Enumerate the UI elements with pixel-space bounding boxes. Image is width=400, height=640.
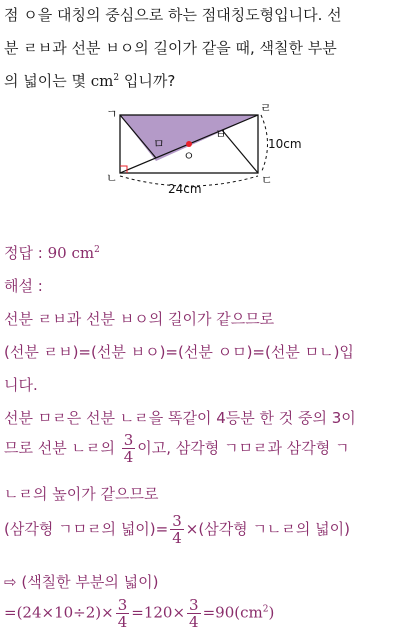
explanation-text: ×(삼각형 ㄱㄴㄹ의 넓이)	[185, 520, 351, 538]
question-line-3	[4, 70, 175, 91]
explanation-line-2: (선분 ㄹㅂ)=(선분 ㅂㅇ)=(선분 ㅇㅁ)=(선분 ㅁㄴ)입	[4, 343, 354, 361]
fraction-numerator: 3	[189, 596, 199, 614]
explanation-label: 해설 :	[4, 277, 43, 295]
answer-unit-exponent: 2	[94, 245, 100, 255]
answer-label: 정답 :	[4, 244, 48, 262]
equation-text: )	[268, 603, 275, 622]
question-line-2: 분 ㄹㅂ과 선분 ㅂㅇ의 길이가 같을 때, 색칠한 부분	[4, 39, 337, 57]
rectangle-figure	[96, 100, 316, 200]
fraction	[170, 513, 184, 546]
fraction-denominator: 4	[189, 613, 199, 631]
corner-label-d: ㄷ	[261, 173, 273, 187]
explanation-line-8: ⇨ (색칠한 부분의 넓이)	[4, 573, 159, 591]
answer-line	[4, 242, 100, 263]
point-label-m: ㅁ	[153, 137, 165, 151]
fraction-numerator: 3	[117, 596, 128, 614]
question-line-1: 점 ㅇ을 대칭의 중심으로 하는 점대칭도형입니다. 선	[4, 6, 342, 24]
fraction-numerator: 3	[123, 431, 134, 449]
explanation-line-3: 니다.	[4, 376, 38, 394]
explanation-line-4: 선분 ㅁㄹ은 선분 ㄴㄹ을 똑같이 4등분 한 것 중의 3이	[4, 409, 356, 427]
height-dimension-arc	[261, 115, 268, 173]
fraction	[122, 432, 136, 465]
explanation-line-6: ㄴㄹ의 높이가 같으므로	[4, 485, 159, 503]
fraction	[187, 597, 201, 630]
fraction	[116, 597, 130, 630]
corner-label-g: ㄱ	[106, 107, 118, 121]
explanation-text: (삼각형 ㄱㅁㄹ의 넓이)=	[4, 520, 169, 538]
fraction-denominator: 4	[117, 613, 128, 631]
fraction-denominator: 4	[123, 448, 134, 466]
explanation-text: 이고, 삼각형 ㄱㅁㄹ과 삼각형 ㄱ	[137, 439, 350, 457]
width-label: 24cm	[168, 182, 202, 196]
question-text-end: 입니까?	[119, 72, 176, 90]
unit-exponent: 2	[262, 604, 269, 615]
segment-b-d	[222, 130, 258, 173]
answer-unit: cm	[71, 244, 95, 262]
unit-exponent: 2	[113, 73, 120, 83]
point-label-b: ㅂ	[215, 127, 227, 141]
question-text: 의 넓이는 몇	[4, 72, 91, 90]
corner-label-r: ㄹ	[260, 101, 272, 115]
corner-label-n: ㄴ	[106, 171, 118, 185]
fraction-numerator: 3	[172, 512, 182, 530]
center-point	[186, 141, 192, 147]
explanation-line-9	[4, 597, 274, 630]
unit: cm	[90, 72, 114, 90]
explanation-text: 므로 선분 ㄴㄹ의	[4, 439, 120, 457]
explanation-line-7	[4, 513, 350, 546]
equation-text: =90(cm	[202, 603, 263, 622]
point-label-o: ㅇ	[183, 149, 195, 163]
equation-text: =120×	[131, 603, 186, 622]
fraction-denominator: 4	[172, 529, 182, 547]
height-label: 10cm	[268, 137, 302, 151]
equation-text: =(24×10÷2)×	[4, 603, 114, 622]
explanation-line-5	[4, 432, 350, 465]
answer-value: 90	[47, 244, 67, 262]
explanation-line-1: 선분 ㄹㅂ과 선분 ㅂㅇ의 길이가 같으므로	[4, 310, 275, 328]
